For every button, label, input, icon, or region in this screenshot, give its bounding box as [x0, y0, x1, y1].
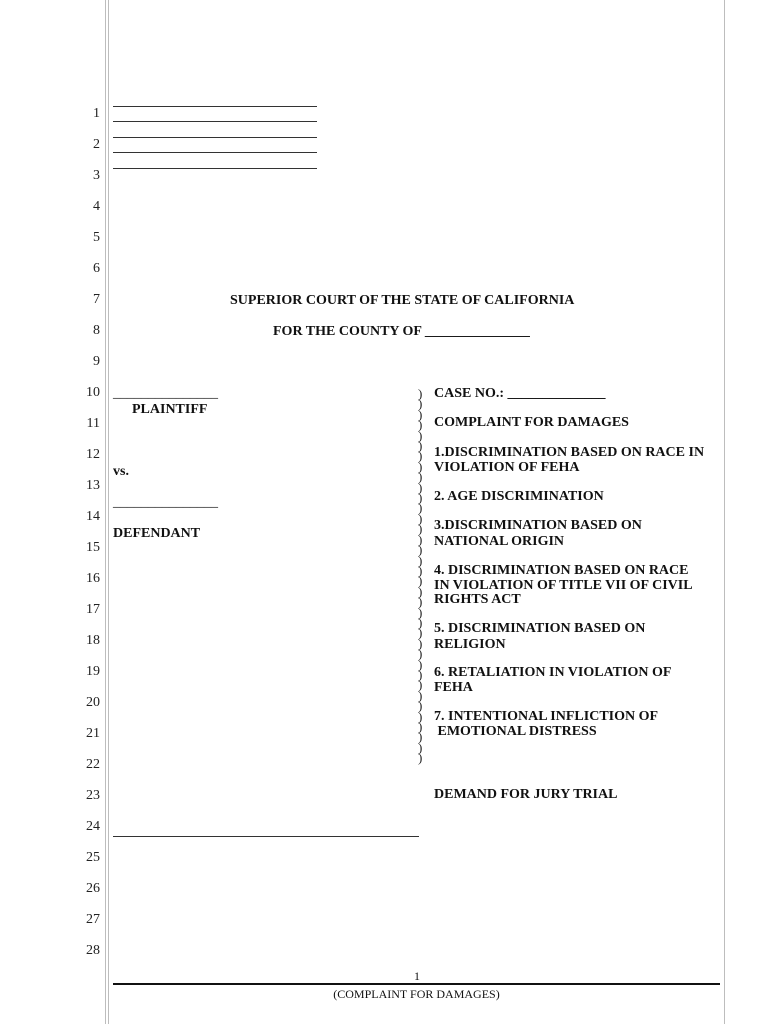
court-title: SUPERIOR COURT OF THE STATE OF CALIFORNIA [230, 293, 575, 308]
jury-demand: DEMAND FOR JURY TRIAL [434, 787, 618, 802]
line-number: 6 [93, 261, 100, 276]
line-number: 5 [93, 230, 100, 245]
line-number: 28 [86, 943, 100, 958]
plaintiff-label: PLAINTIFF [132, 402, 208, 417]
county-line: FOR THE COUNTY OF _______________ [273, 324, 530, 339]
line-number: 24 [86, 819, 100, 834]
line-number: 16 [86, 571, 100, 586]
line-number: 26 [86, 881, 100, 896]
attorney-info-line [113, 137, 317, 138]
caption-divider-parens: ) ) ) ) ) ) ) ) ) ) ) ) ) ) ) ) ) ) ) ) ) ) ) ) ) ) ) ) ) ) ) ) ) ) ) ) [418, 386, 423, 766]
line-number: 9 [93, 354, 100, 369]
left-margin-rule-outer [105, 0, 106, 1024]
cause-of-action-5-line-2: RELIGION [434, 637, 506, 652]
line-number: 18 [86, 633, 100, 648]
line-number: 2 [93, 137, 100, 152]
line-number: 12 [86, 447, 100, 462]
defendant-name-blank: _______________ [113, 495, 218, 510]
caption-bottom-rule [113, 836, 419, 837]
line-number: 15 [86, 540, 100, 555]
attorney-info-line [113, 168, 317, 169]
attorney-info-line [113, 152, 317, 153]
cause-of-action-6-line-2: FEHA [434, 680, 473, 695]
footer-title: (COMPLAINT FOR DAMAGES) [333, 987, 500, 1001]
line-number: 13 [86, 478, 100, 493]
attorney-info-line [113, 121, 317, 122]
cause-of-action-3-line-1: 3.DISCRIMINATION BASED ON [434, 518, 642, 533]
line-number: 3 [93, 168, 100, 183]
page-number: 1 [414, 969, 420, 983]
line-number: 7 [93, 292, 100, 307]
line-number: 11 [86, 416, 100, 431]
line-number: 27 [86, 912, 100, 927]
cause-of-action-4-line-3: RIGHTS ACT [434, 592, 521, 607]
cause-of-action-4-line-1: 4. DISCRIMINATION BASED ON RACE [434, 563, 689, 578]
attorney-info-line [113, 106, 317, 107]
line-number: 23 [86, 788, 100, 803]
line-number: 14 [86, 509, 100, 524]
plaintiff-name-blank: _______________ [113, 386, 218, 401]
line-number: 19 [86, 664, 100, 679]
cause-of-action-1-line-2: VIOLATION OF FEHA [434, 460, 580, 475]
cause-of-action-4-line-2: IN VIOLATION OF TITLE VII OF CIVIL [434, 578, 693, 593]
line-number: 20 [86, 695, 100, 710]
line-number: 1 [93, 106, 100, 121]
cause-of-action-5-line-1: 5. DISCRIMINATION BASED ON [434, 621, 646, 636]
cause-of-action-7-line-1: 7. INTENTIONAL INFLICTION OF [434, 709, 659, 724]
line-number: 10 [86, 385, 100, 400]
defendant-label: DEFENDANT [113, 526, 201, 541]
footer-rule [113, 983, 720, 985]
left-margin-rule-inner [108, 0, 109, 1024]
cause-of-action-7-line-2: EMOTIONAL DISTRESS [434, 724, 597, 739]
cause-of-action-1-line-1: 1.DISCRIMINATION BASED ON RACE IN [434, 445, 705, 460]
versus-label: vs. [113, 464, 129, 479]
line-number: 21 [86, 726, 100, 741]
cause-of-action-3-line-2: NATIONAL ORIGIN [434, 534, 565, 549]
line-number: 25 [86, 850, 100, 865]
complaint-title: COMPLAINT FOR DAMAGES [434, 415, 629, 430]
cause-of-action-2: 2. AGE DISCRIMINATION [434, 489, 604, 504]
cause-of-action-6-line-1: 6. RETALIATION IN VIOLATION OF [434, 665, 672, 680]
line-number: 4 [93, 199, 100, 214]
case-number: CASE NO.: ______________ [434, 386, 606, 401]
line-number: 22 [86, 757, 100, 772]
line-number: 17 [86, 602, 100, 617]
right-margin-rule [724, 0, 725, 1024]
line-number: 8 [93, 323, 100, 338]
